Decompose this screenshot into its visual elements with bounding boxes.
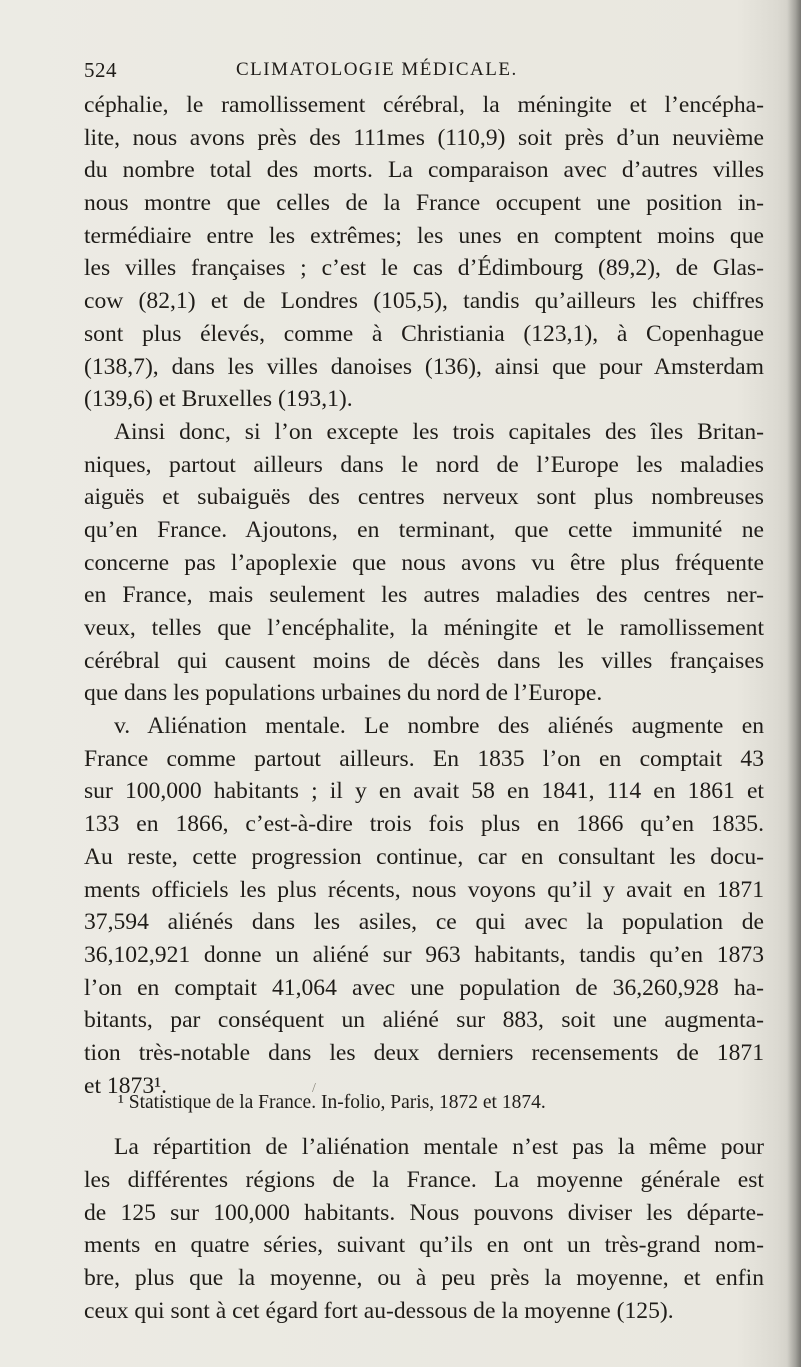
page-edge-shadow — [787, 0, 801, 1367]
running-title: CLIMATOLOGIE MÉDICALE. — [236, 59, 518, 80]
text-line: en France, mais seulement les autres maladies des centres ner- — [84, 582, 764, 609]
text-line: Au reste, cette progression continue, car en consultant les docu- — [84, 843, 764, 870]
page-number: 524 — [84, 58, 117, 82]
text-line: (138,7), dans les villes danoises (136), ainsi que pour Amsterdam — [84, 353, 764, 380]
text-line: les villes françaises ; c’est le cas d’Édimbourg (89,2), de Glas- — [84, 255, 764, 282]
text-block-1 — [84, 89, 764, 1102]
text-line: les différentes régions de la France. La moyenne générale est — [84, 1167, 764, 1193]
text-line: 37,594 aliénés dans les asiles, ce qui avec la population de — [84, 909, 764, 936]
text-line: termédiaire entre les extrêmes; les unes en comptent moins que — [84, 222, 764, 249]
text-line: France comme partout ailleurs. En 1835 l’on en comptait 43 — [84, 745, 764, 772]
text-line: bitants, par conséquent un aliéné sur 883, soit une augmenta- — [84, 1007, 764, 1034]
text-line: aiguës et subaiguës des centres nerveux sont plus nombreuses — [84, 484, 764, 511]
text-line: veux, telles que l’encéphalite, la méningite et le ramollissement — [84, 615, 764, 641]
text-line: ments officiels les plus récents, nous voyons qu’il y avait en 1871 — [84, 876, 764, 903]
page-header — [84, 58, 764, 88]
text-line: cérébral qui causent moins de décès dans les villes françaises — [84, 647, 764, 674]
text-line: concerne pas l’apoplexie que nous avons vu être plus fréquente — [84, 549, 764, 576]
stray-mark: / — [312, 1081, 316, 1096]
text-line: sur 100,000 habitants ; il y en avait 58 en 1841, 114 en 1861 et — [84, 778, 764, 805]
text-line: du nombre total des morts. La comparaison avec d’autres villes — [84, 157, 764, 184]
text-line: La répartition de l’aliénation mentale n’est pas la même pour — [114, 1134, 764, 1161]
text-line: lite, nous avons près des 111mes (110,9) soit près d’un neuvième — [84, 124, 764, 151]
text-line: cow (82,1) et de Londres (105,5), tandis qu’ailleurs les chiffres — [84, 288, 764, 315]
text-line: ments en quatre séries, suivant qu’ils en ont un très-grand nom- — [84, 1232, 764, 1259]
text-line: et 1873¹. — [84, 1072, 168, 1099]
text-line: bre, plus que la moyenne, ou à peu près la moyenne, et enfin — [84, 1265, 764, 1292]
text-line: l’on en comptait 41,064 avec une population de 36,260,928 ha- — [84, 974, 764, 1001]
footnote: ¹ Statistique de la France. In-folio, Paris, 1872 et 1874. — [118, 1092, 546, 1113]
text-line: 36,102,921 donne un aliéné sur 963 habitants, tandis qu’en 1873 — [84, 941, 764, 968]
text-line: (139,6) et Bruxelles (193,1). — [84, 386, 353, 413]
text-line: nous montre que celles de la France occupent une position in- — [84, 190, 764, 217]
body-text — [84, 89, 764, 1327]
text-line: sont plus élevés, comme à Christiania (123,1), à Copenhague — [84, 320, 764, 347]
text-line: céphalie, le ramollissement cérébral, la méningite et l’encépha- — [84, 92, 764, 118]
text-line: Ainsi donc, si l’on excepte les trois capitales des îles Britan- — [114, 418, 764, 445]
text-line: qu’en France. Ajoutons, en terminant, que cette immunité ne — [84, 516, 764, 543]
text-line: que dans les populations urbaines du nord de l’Europe. — [84, 680, 603, 707]
text-line: niques, partout ailleurs dans le nord de l’Europe les maladies — [84, 451, 764, 478]
text-line: ceux qui sont à cet égard fort au-dessous de la moyenne (125). — [84, 1297, 674, 1324]
text-line: de 125 sur 100,000 habitants. Nous pouvons diviser les départe- — [84, 1199, 764, 1226]
text-line: v. Aliénation mentale. Le nombre des aliénés augmente en — [114, 713, 764, 740]
text-block-2 — [84, 1131, 764, 1327]
text-line: 133 en 1866, c’est-à-dire trois fois plus en 1866 qu’en 1835. — [84, 811, 764, 838]
text-line: tion très-notable dans les deux derniers recensements de 1871 — [84, 1039, 764, 1066]
